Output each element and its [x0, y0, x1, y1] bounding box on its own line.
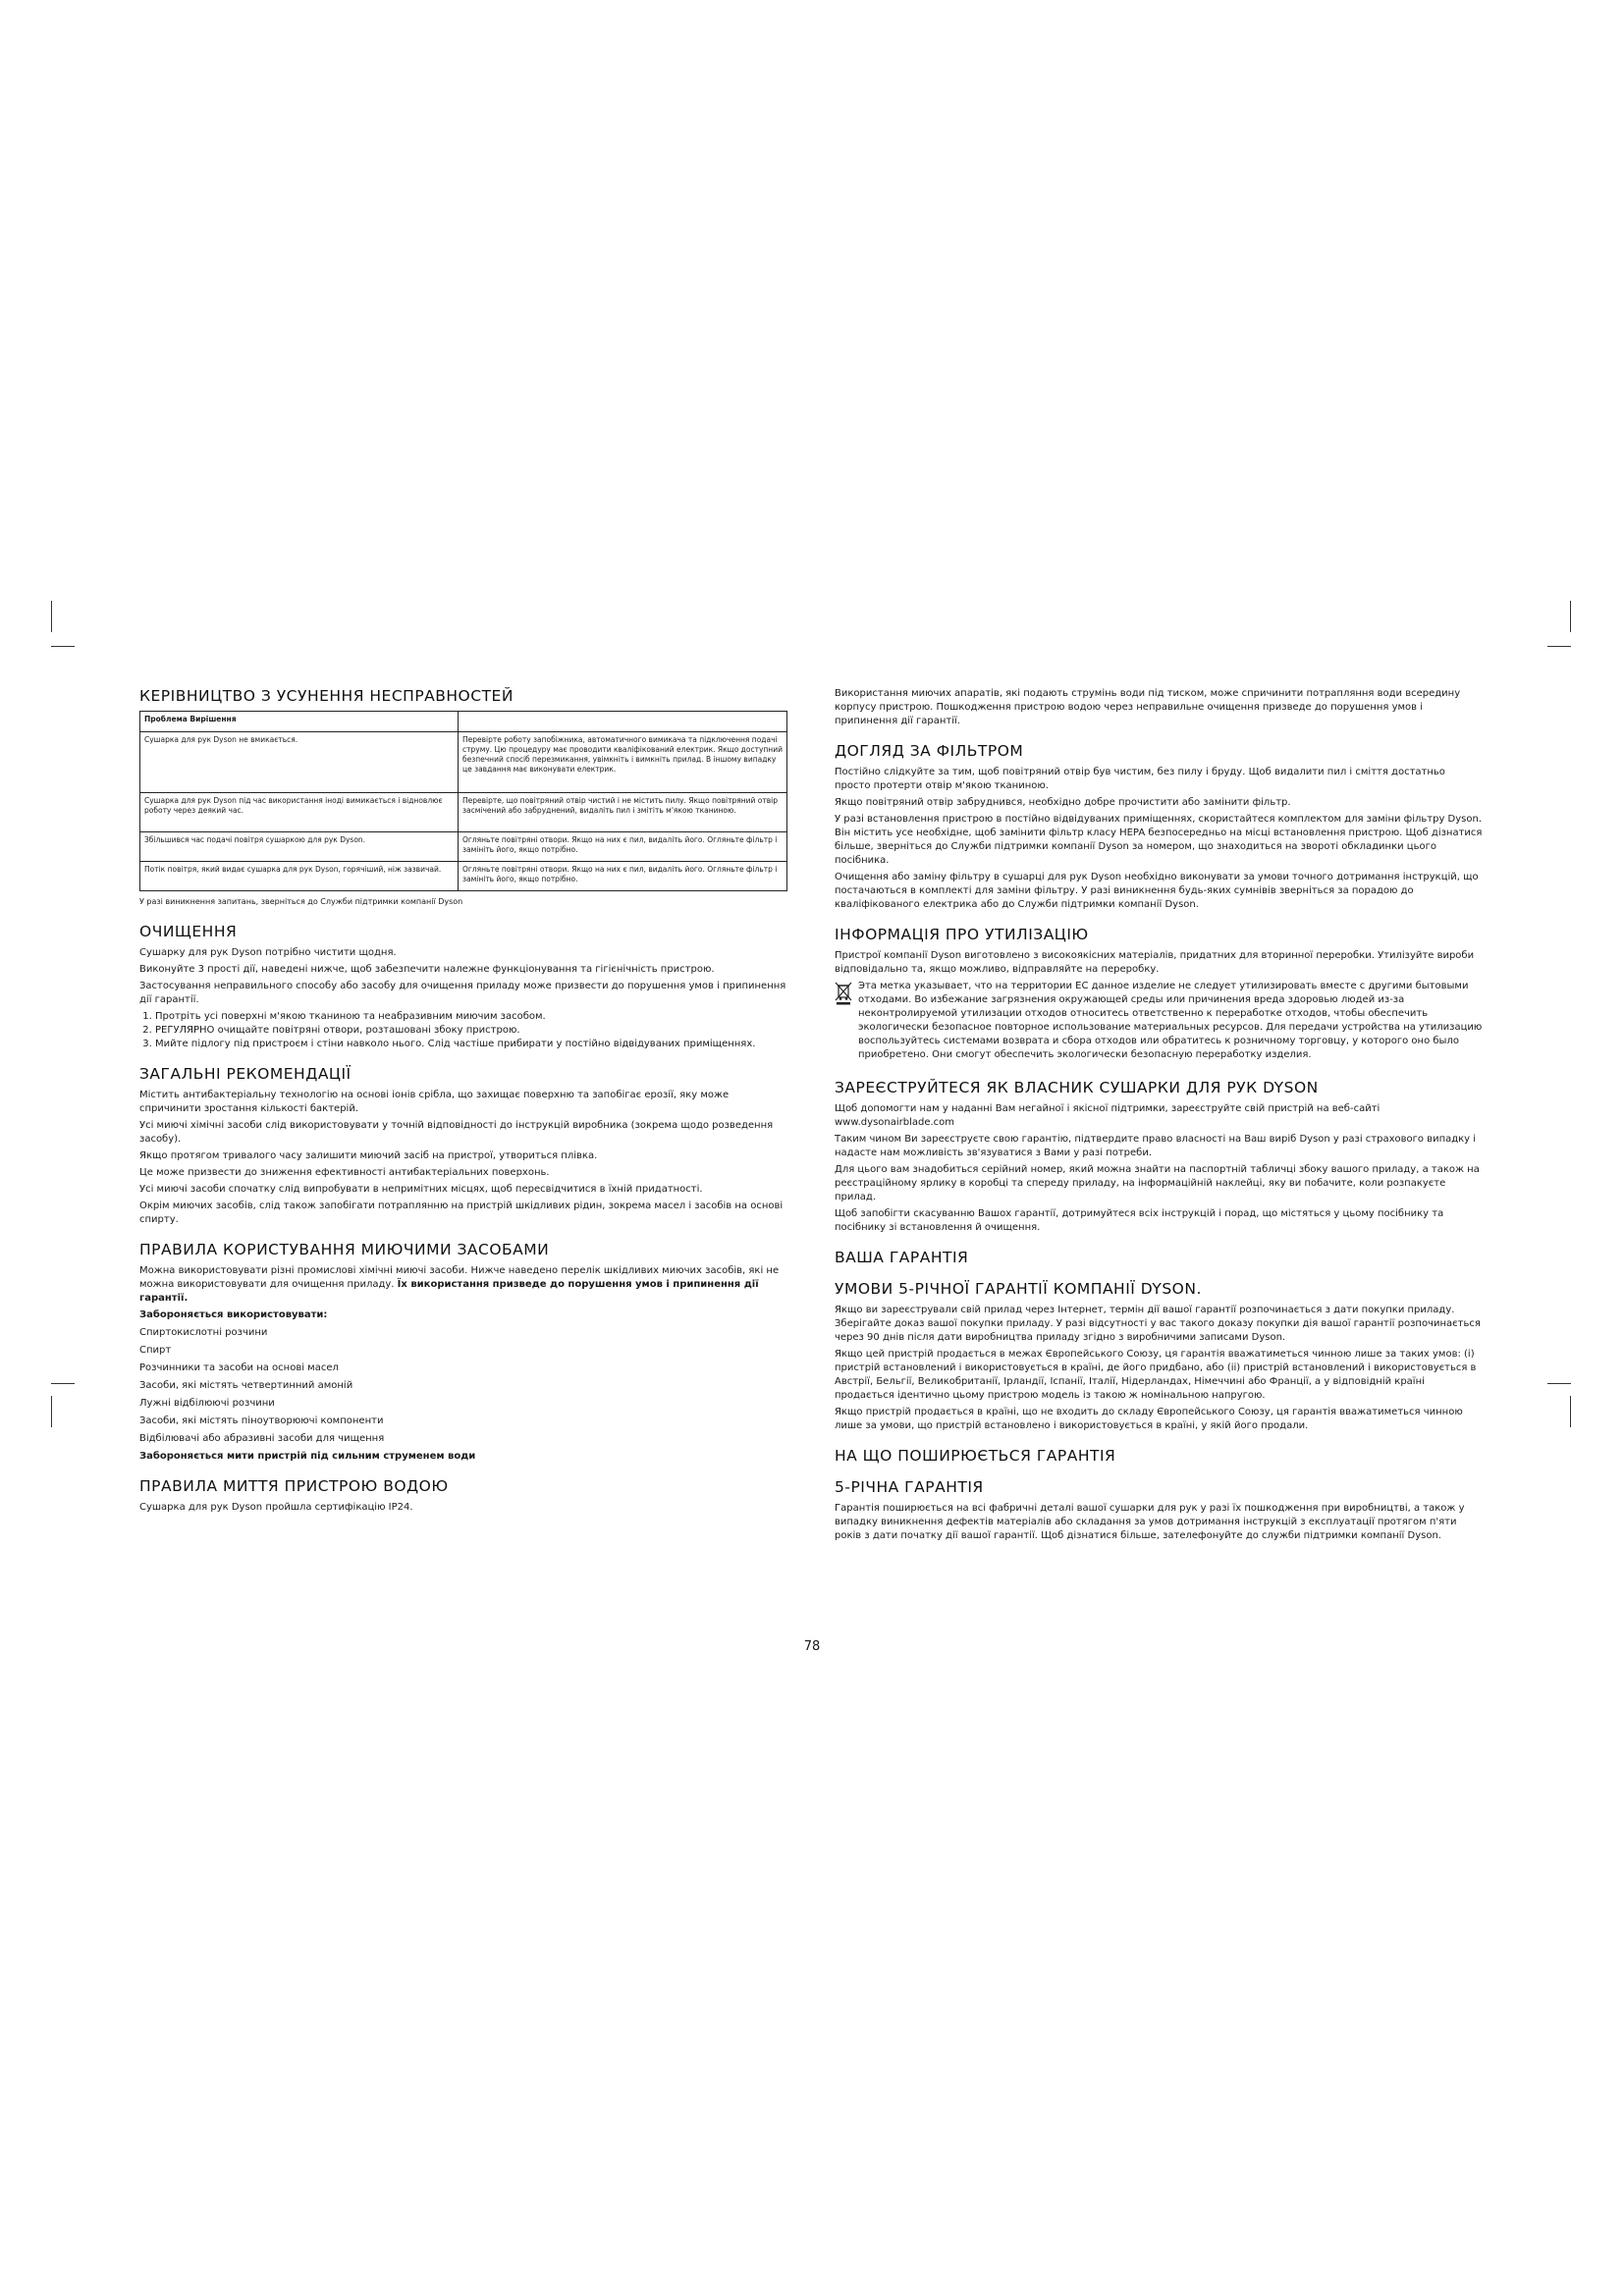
paragraph: Гарантія поширюється на всі фабричні деталі вашої сушарки для рук у разі їх пошкодження при виробництві, а також у випадку виникнення дефектів матеріалів або складання за умов дотримання інструкцій з експлуатації протягом п'яти років з дати початку дії вашої гарантії. Щоб дізнатися більше, зателефонуйте до служби підтримки компанії Dyson.: [835, 1503, 1465, 1541]
table-header-row: [140, 712, 787, 732]
warranty-terms-section: [835, 1280, 1483, 1433]
crop-mark: [51, 601, 52, 632]
general-heading: ЗАГАЛЬНІ РЕКОМЕНДАЦІЇ: [139, 1065, 352, 1083]
weee-notice: [835, 980, 1483, 1065]
table-row: [140, 832, 787, 862]
table-row: [140, 862, 787, 891]
paragraph: Використання миючих апаратів, які подають струмінь води під тиском, може спричинити потрапляння води всередину корпусу пристрою. Пошкодження пристрою водою через неправильне очищення призведе до порушення умов і припинення дії гарантії.: [835, 688, 1461, 726]
paragraph: Таким чином Ви зареєструєте свою гарантію, підтвердите право власності на Ваш виріб Dyson у разі страхового випадку і надасте нам можливість зв'язуватися з Вами у разі потреби.: [835, 1134, 1477, 1158]
troubleshooting-table: [139, 711, 787, 891]
paragraph: Сушарку для рук Dyson потрібно чистити щодня.: [139, 947, 397, 958]
list-item: 2. РЕГУЛЯРНО очищайте повітряні отвори, розташовані збоку пристрою.: [155, 1024, 787, 1038]
paragraph: Сушарка для рук Dyson пройшла сертифікацію IP24.: [139, 1502, 413, 1513]
disposal-section: [835, 926, 1483, 1065]
disposal-heading: ІНФОРМАЦІЯ ПРО УТИЛІЗАЦІЮ: [835, 926, 1089, 943]
crop-mark: [51, 1383, 75, 1384]
table-header-cell-empty: [459, 712, 787, 732]
crossed-bin-icon: [835, 982, 852, 1005]
list-item: 3. Мийте підлогу під пристроєм і стіни навколо нього. Слід частіше прибирати у постійно відвідуваних приміщеннях.: [155, 1038, 787, 1051]
paragraph: Якщо пристрій продається в країні, що не входить до складу Європейського Союзу, ця гарантія вважатиметься чинною лише за умови, що пристрій встановлено і використовується в країні, у якій його продали.: [835, 1407, 1463, 1431]
list-item: Засоби, які містять четвертинний амоній: [139, 1380, 353, 1391]
paragraph: У разі встановлення пристрою в постійно відвідуваних приміщеннях, скористайтеся комплектом для заміни фільтру Dyson. Він містить усе необхідне, щоб замінити фільтр класу HEPA безпосередньо на місці встановлення пристрою. Щоб дізнатися більше, зверніться до Служби підтримки компанії Dyson за номером, що знаходиться на звороті обкладинки цього посібника.: [835, 814, 1483, 866]
detergents-section: [139, 1241, 787, 1464]
troubleshooting-note: У разі виникнення запитань, зверніться до Служби підтримки компанії Dyson: [139, 897, 463, 906]
list-item: Відбілювачі або абразивні засоби для чищення: [139, 1433, 385, 1444]
coverage-section: [835, 1447, 1483, 1465]
detergents-heading: ПРАВИЛА КОРИСТУВАННЯ МИЮЧИМИ ЗАСОБАМИ: [139, 1241, 550, 1258]
page-number: 78: [803, 1639, 821, 1654]
paragraph: Окрім миючих засобів, слід також запобігати потраплянню на пристрій шкідливих рідин, зокрема масел і засобів на основі спирту.: [139, 1201, 784, 1225]
filter-heading: ДОГЛЯД ЗА ФІЛЬТРОМ: [835, 742, 1024, 760]
paragraph: Якщо повітряний отвір забруднився, необхідно добре прочистити або замінити фільтр.: [835, 797, 1291, 808]
paragraph: Це може призвести до зниження ефективності антибактеріальних поверхонь.: [139, 1167, 550, 1178]
forbidden-list: [139, 1308, 787, 1464]
warning-text: Їх використання призведе до порушення умов і припинення дії гарантії.: [139, 1279, 759, 1304]
list-item: Засоби, які містять піноутворюючі компоненти: [139, 1415, 384, 1426]
paragraph: Якщо ви зареєстрували свій прилад через Інтернет, термін дії вашої гарантії розпочинається з дати покупки приладу. Зберігайте доказ вашої покупки приладу. У разі відсутності у вас такого доказу покупки дія вашої гарантії розпочинається через 90 днів після дати виробництва приладу згідно з виробничими записами Dyson.: [835, 1305, 1481, 1343]
paragraph: [139, 1264, 787, 1306]
paragraph: Очищення або заміну фільтру в сушарці для рук Dyson необхідно виконувати за умови точного дотримання інструкцій, що постачаються в комплекті для заміни фільтру. У разі виникнення будь-яких сумнівів зверніться за порадою до кваліфікованого електрика або до Служби підтримки компанії Dyson.: [835, 872, 1479, 910]
solution-cell: Перевірте, що повітряний отвір чистий і не містить пилу. Якщо повітряний отвір засмічений або забруднений, видаліть пил і змітіть м'якою тканиною.: [459, 793, 787, 832]
crop-mark: [1570, 601, 1571, 632]
crop-mark: [1547, 1383, 1571, 1384]
weee-text: Эта метка указывает, что на территории ЕС данное изделие не следует утилизировать вместе с другими бытовыми отходами. Во избежание загрязнения окружающей среды или причинения вреда здоровью людей из-за неконтролируемой утилизации отходов относитесь ответственно к переработке отходов, чтобы обеспечить экологически безопасное повторное использование материальных ресурсов. Для передачи устройства на утилизацию воспользуйтесь системами возврата и сбора отходов или обратитесь к розничному торговцу, у которого оно было приобретено. Они смогут обеспечить экологически безопасную переработку изделия.: [858, 981, 1483, 1060]
problem-cell: Збільшився час подачі повітря сушаркою для рук Dyson.: [140, 832, 459, 862]
problem-cell: Потік повітря, який видає сушарка для рук Dyson, горячіший, ніж зазвичай.: [140, 862, 459, 891]
crop-mark: [51, 1396, 52, 1427]
paragraph: Щоб запобігти скасуванню Вашох гарантії, дотримуйтеся всіх інструкцій і порад, що містяться у цьому посібнику та посібнику зі встановлення й очищення.: [835, 1208, 1444, 1233]
paragraph: Пристрої компанії Dyson виготовлено з високоякісних матеріалів, придатних для вторинної переробки. Утилізуйте вироби відповідально та, якщо можливо, відправляйте на переробку.: [835, 950, 1475, 975]
five-year-heading: 5-РІЧНА ГАРАНТІЯ: [835, 1478, 984, 1496]
paragraph: Усі миючі хімічні засоби слід використовувати у точній відповідності до інструкцій виробника (зокрема щодо розведення засобу).: [139, 1120, 774, 1145]
solution-cell: Огляньте повітряні отвори. Якщо на них є пил, видаліть його. Огляньте фільтр і замініть його, якщо потрібно.: [459, 832, 787, 862]
cleaning-heading: ОЧИЩЕННЯ: [139, 923, 238, 940]
solution-cell: Перевірте роботу запобіжника, автоматичного вимикача та підключення подачі струму. Цю процедуру має проводити кваліфікований електрик. Якщо доступний безпечний спосіб перезмикання, увімкніть і вимкніть прилад. В іншому випадку це завдання має виконувати електрик.: [459, 732, 787, 793]
forbidden-label: Забороняється використовувати:: [139, 1309, 328, 1320]
list-item: Розчинники та засоби на основі масел: [139, 1362, 339, 1373]
paragraph: Якщо протягом тривалого часу залишити миючий засіб на пристрої, утвориться плівка.: [139, 1150, 598, 1161]
jet-warning: Забороняється мити пристрій під сильним струменем води: [139, 1451, 476, 1462]
paragraph: Застосування неправильного способу або засобу для очищення приладу може призвести до порушення умов і припинення дії гарантії.: [139, 981, 786, 1005]
crop-mark: [1570, 1396, 1571, 1427]
list-item: Спиртокислотні розчини: [139, 1327, 268, 1338]
table-row: [140, 732, 787, 793]
filter-section: [835, 742, 1483, 912]
problem-cell: Сушарка для рук Dyson під час використання іноді вимикається і відновлює роботу через деякий час.: [140, 793, 459, 832]
paragraph: Усі миючі засоби спочатку слід випробувати в непримітних місцях, щоб пересвідчитися в їхній придатності.: [139, 1184, 703, 1195]
warranty-terms-heading: УМОВИ 5-РІЧНОЇ ГАРАНТІЇ КОМПАНІЇ DYSON.: [835, 1280, 1202, 1298]
troubleshooting-heading: КЕРІВНИЦТВО З УСУНЕННЯ НЕСПРАВНОСТЕЙ: [139, 687, 514, 705]
your-warranty-heading: ВАША ГАРАНТІЯ: [835, 1249, 969, 1266]
table-row: [140, 793, 787, 832]
problem-cell: Сушарка для рук Dyson не вмикається.: [140, 732, 459, 793]
paragraph-text: Можна використовувати різні промислові хімічні миючі засоби. Нижче наведено перелік шкідливих миючих засобів, які не можна використовувати для очищення приладу.: [139, 1265, 780, 1290]
paragraph: Постійно слідкуйте за тим, щоб повітряний отвір був чистим, без пилу і бруду. Щоб видалити пил і сміття достатньо просто протерти отвір м'якою тканиною.: [835, 767, 1445, 791]
paragraph: Якщо цей пристрій продається в межах Європейського Союзу, ця гарантія вважатиметься чинною лише за таких умов: (і) пристрій встановлений і використовується в країні, де його придбано, або (іі) пристрій встановлений і використовується в Австрії, Бельгії, Великобританії, Ірландії, Іспанії, Італії, Нідерландах, Німеччині або Франції, а у відповідній країні продається ідентично цьому пристрою модель із такою ж номінальною напругою.: [835, 1349, 1477, 1401]
paragraph: Для цього вам знадобиться серійний номер, який можна знайти на паспортній табличці збоку вашого приладу, а також на реєстраційному ярлику в коробці та спереду приладу, на інформаційній наклейці, яку ви побачите, коли розпакуєте прилад.: [835, 1164, 1480, 1202]
paragraph: Щоб допомогти нам у наданні Вам негайної і якісної підтримки, зареєструйте свій пристрій на веб-сайті www.dysonairblade.com: [835, 1103, 1380, 1128]
table-header-cell: Проблема Вирішення: [140, 712, 459, 732]
water-washing-heading: ПРАВИЛА МИТТЯ ПРИСТРОЮ ВОДОЮ: [139, 1477, 449, 1495]
coverage-heading: НА ЩО ПОШИРЮЄТЬСЯ ГАРАНТІЯ: [835, 1447, 1116, 1465]
crop-mark: [1547, 646, 1571, 647]
register-section: [835, 1079, 1483, 1235]
general-section: [139, 1065, 787, 1227]
your-warranty-section: [835, 1249, 1483, 1266]
five-year-section: [835, 1478, 1483, 1543]
list-item: Лужні відбілюючі розчини: [139, 1398, 275, 1409]
paragraph: Містить антибактеріальну технологію на основі іонів срібла, що захищає поверхню та запобігає ерозії, яку може спричинити зростання кількості бактерій.: [139, 1090, 730, 1114]
solution-cell: Огляньте повітряні отвори. Якщо на них є пил, видаліть його. Огляньте фільтр і замініть його, якщо потрібно.: [459, 862, 787, 891]
left-column: [139, 687, 787, 1518]
crop-mark: [51, 646, 75, 647]
water-washing-section: [139, 1477, 787, 1515]
list-item: Спирт: [139, 1345, 172, 1356]
paragraph: Виконуйте 3 прості дії, наведені нижче, щоб забезпечити належне функціонування та гігієнічність пристрою.: [139, 964, 715, 975]
cleaning-steps: [139, 1010, 787, 1051]
right-column: [835, 687, 1483, 1546]
list-item: 1. Протріть усі поверхні м'якою тканиною та неабразивним миючим засобом.: [155, 1010, 787, 1024]
register-heading: ЗАРЕЄСТРУЙТЕСЯ ЯК ВЛАСНИК СУШАРКИ ДЛЯ РУК DYSON: [835, 1079, 1319, 1096]
cleaning-section: [139, 923, 787, 1051]
